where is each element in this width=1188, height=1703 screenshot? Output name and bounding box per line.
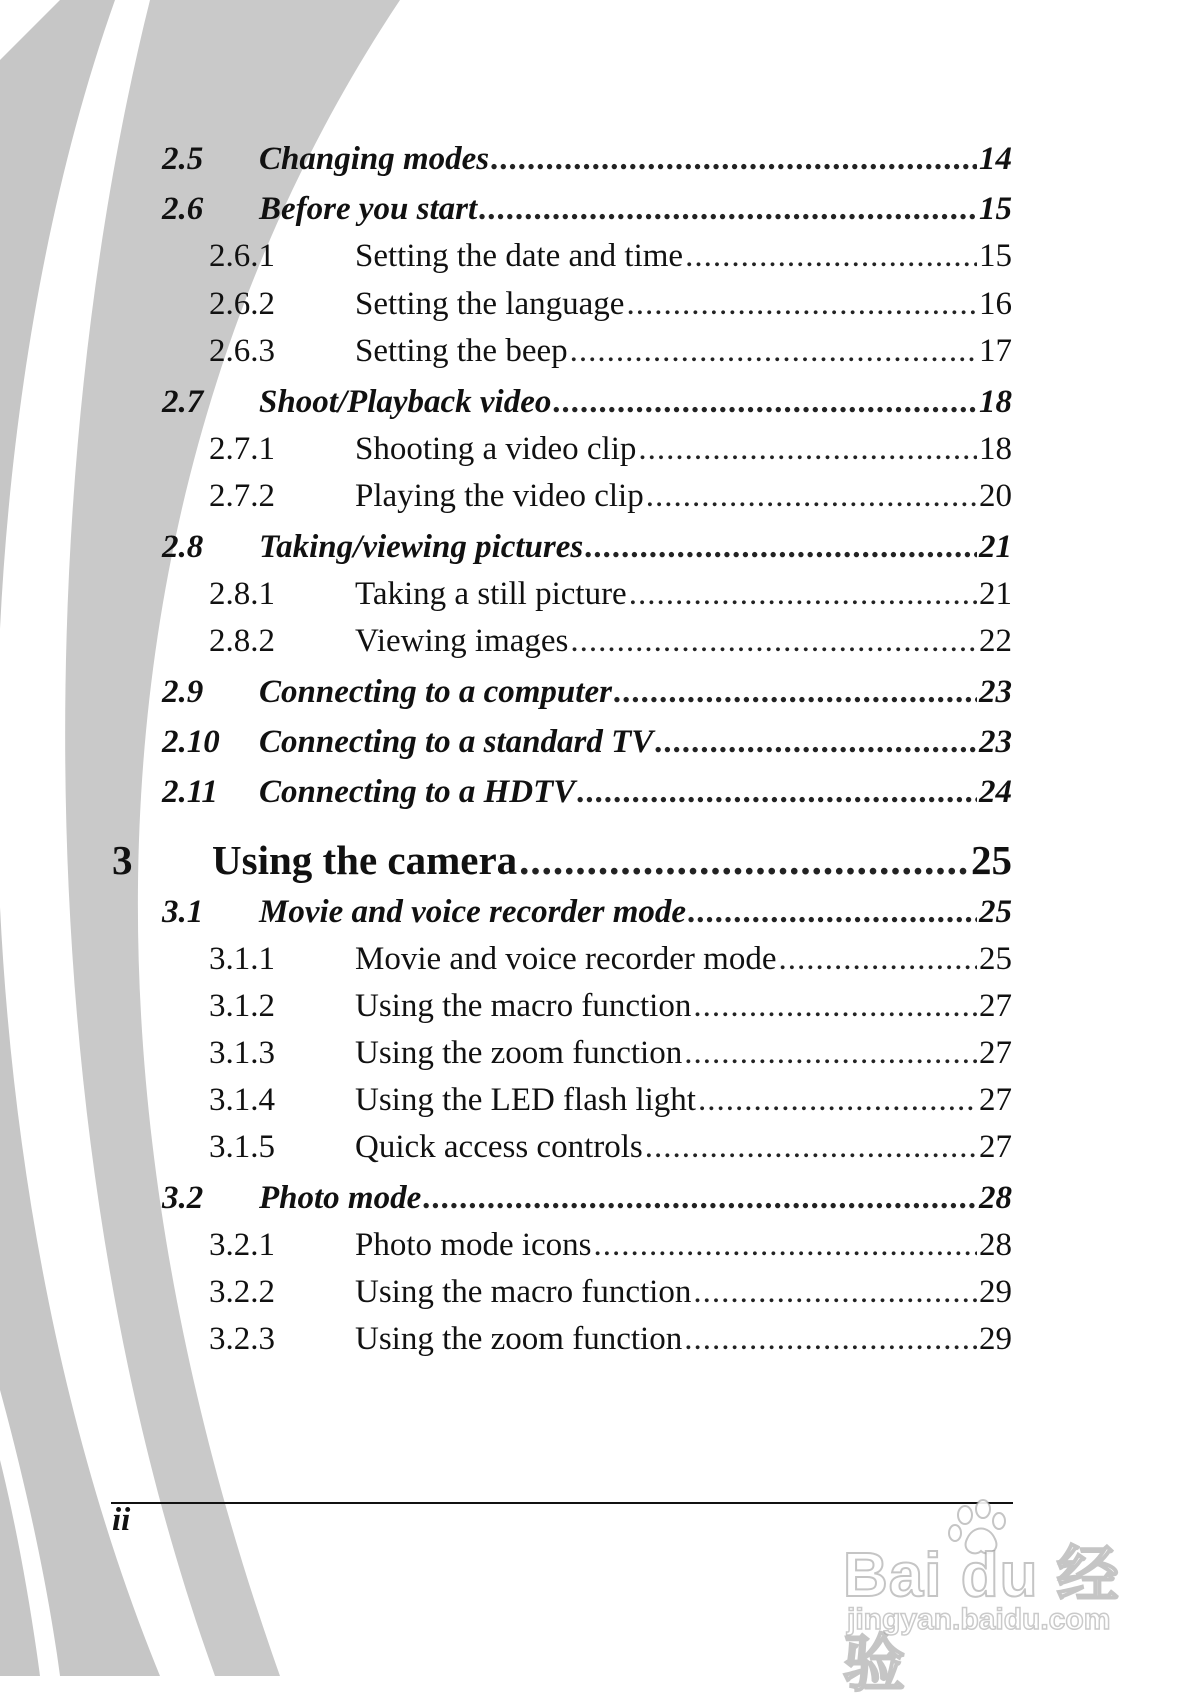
toc-entry-page: 27 xyxy=(979,1129,1012,1165)
toc-entry-page: 15 xyxy=(979,238,1012,274)
toc-entry-page: 28 xyxy=(979,1180,1012,1216)
toc-dot-leader xyxy=(594,1227,978,1264)
toc-entry[interactable] xyxy=(162,774,1012,811)
toc-entry-page: 29 xyxy=(979,1274,1012,1310)
toc-dot-leader xyxy=(479,191,977,228)
toc-entry-number: 3 xyxy=(112,837,133,883)
toc-entry[interactable] xyxy=(112,836,1012,884)
toc-dot-leader xyxy=(779,941,978,978)
toc-entry[interactable] xyxy=(162,384,1012,421)
toc-entry-page: 21 xyxy=(979,576,1012,612)
toc-entry-title: Taking/viewing pictures xyxy=(259,529,584,565)
toc-entry[interactable] xyxy=(209,1227,1012,1264)
toc-entry-number: 2.5 xyxy=(162,141,204,177)
toc-dot-leader xyxy=(629,576,977,613)
toc-entry-page: 20 xyxy=(979,478,1012,514)
toc-dot-leader xyxy=(614,674,977,711)
toc-entry-title: Connecting to a HDTV xyxy=(259,774,576,810)
toc-entry-number: 3.1.1 xyxy=(209,941,275,977)
toc-entry-number: 2.6.2 xyxy=(209,286,275,322)
toc-entry[interactable] xyxy=(209,431,1012,468)
toc-entry-title: Connecting to a standard TV xyxy=(259,724,654,760)
toc-entry-number: 2.8.1 xyxy=(209,576,275,612)
toc-entry-page: 27 xyxy=(979,1035,1012,1071)
toc-entry-number: 2.7 xyxy=(162,384,204,420)
toc-entry-page: 27 xyxy=(979,988,1012,1024)
toc-entry-number: 2.7.1 xyxy=(209,431,275,467)
toc-entry-number: 3.1.4 xyxy=(209,1082,275,1118)
toc-dot-leader xyxy=(684,1321,977,1358)
toc-entry-page: 18 xyxy=(979,431,1012,467)
toc-dot-leader xyxy=(698,1082,977,1119)
toc-entry-number: 3.1.5 xyxy=(209,1129,275,1165)
toc-dot-leader xyxy=(693,988,977,1025)
toc-entry[interactable] xyxy=(209,1035,1012,1072)
toc-entry-number: 3.1.2 xyxy=(209,988,275,1024)
toc-entry-title: Movie and voice recorder mode xyxy=(355,941,777,977)
toc-entry-title: Using the camera xyxy=(212,837,518,883)
toc-dot-leader xyxy=(519,836,969,884)
toc-entry[interactable] xyxy=(209,333,1012,370)
toc-entry-number: 2.8.2 xyxy=(209,623,275,659)
toc-entry[interactable] xyxy=(209,988,1012,1025)
toc-entry-number: 2.7.2 xyxy=(209,478,275,514)
toc-entry-number: 2.6.1 xyxy=(209,238,275,274)
toc-dot-leader xyxy=(585,529,977,566)
toc-entry-page: 15 xyxy=(979,191,1012,227)
toc-entry[interactable] xyxy=(162,191,1012,228)
toc-entry[interactable] xyxy=(209,623,1012,660)
toc-dot-leader xyxy=(693,1274,977,1311)
toc-entry-page: 24 xyxy=(979,774,1012,810)
toc-entry-title: Taking a still picture xyxy=(355,576,627,612)
toc-entry-page: 21 xyxy=(979,529,1012,565)
toc-entry-page: 27 xyxy=(979,1082,1012,1118)
toc-entry[interactable] xyxy=(162,674,1012,711)
toc-entry-number: 3.1 xyxy=(162,894,204,930)
toc-dot-leader xyxy=(570,333,977,370)
toc-entry-number: 3.2 xyxy=(162,1180,204,1216)
toc-entry-page: 23 xyxy=(979,674,1012,710)
toc-dot-leader xyxy=(423,1180,977,1217)
toc-entry-title: Using the zoom function xyxy=(355,1321,683,1357)
toc-dot-leader xyxy=(553,384,977,421)
toc-entry-title: Movie and voice recorder mode xyxy=(259,894,687,930)
toc-entry-title: Quick access controls xyxy=(355,1129,643,1165)
toc-entry-title: Connecting to a computer xyxy=(259,674,612,710)
toc-entry[interactable] xyxy=(162,1180,1012,1217)
toc-entry-title: Viewing images xyxy=(355,623,569,659)
toc-entry-title: Setting the beep xyxy=(355,333,568,369)
toc-dot-leader xyxy=(645,1129,977,1166)
toc-entry-title: Photo mode xyxy=(259,1180,422,1216)
toc-entry[interactable] xyxy=(209,1274,1012,1311)
toc-dot-leader xyxy=(577,774,977,811)
watermark-brand: Bai du 经验 xyxy=(843,1541,1120,1699)
toc-entry[interactable] xyxy=(209,1082,1012,1119)
toc-dot-leader xyxy=(646,478,977,515)
toc-entry-number: 3.1.3 xyxy=(209,1035,275,1071)
toc-entry-page: 22 xyxy=(979,623,1012,659)
toc-dot-leader xyxy=(685,238,977,275)
toc-entry-title: Changing modes xyxy=(259,141,490,177)
toc-entry-title: Playing the video clip xyxy=(355,478,644,514)
toc-entry-number: 2.9 xyxy=(162,674,204,710)
toc-entry-number: 3.2.3 xyxy=(209,1321,275,1357)
toc-dot-leader xyxy=(688,894,977,931)
watermark-url: jingyan.baidu.com xyxy=(847,1603,1111,1636)
toc-entry-number: 2.11 xyxy=(162,774,218,810)
toc-entry[interactable] xyxy=(162,529,1012,566)
toc-entry-title: Using the LED flash light xyxy=(355,1082,696,1118)
toc-entry-title: Shooting a video clip xyxy=(355,431,637,467)
toc-entry-page: 23 xyxy=(979,724,1012,760)
toc-entry-number: 2.6.3 xyxy=(209,333,275,369)
footer-page-number: ii xyxy=(112,1502,131,1538)
toc-entry[interactable] xyxy=(209,1321,1012,1358)
toc-entry-title: Before you start xyxy=(259,191,478,227)
toc-entry[interactable] xyxy=(209,1129,1012,1166)
toc-entry-title: Setting the date and time xyxy=(355,238,684,274)
toc-entry-number: 3.2.1 xyxy=(209,1227,275,1263)
toc-entry-page: 16 xyxy=(979,286,1012,322)
toc-entry-title: Photo mode icons xyxy=(355,1227,592,1263)
toc-entry-number: 2.10 xyxy=(162,724,220,760)
toc-entry-page: 25 xyxy=(971,837,1012,883)
toc-entry-title: Using the macro function xyxy=(355,1274,692,1310)
toc-dot-leader xyxy=(655,724,977,761)
toc-entry-number: 2.6 xyxy=(162,191,204,227)
toc-entry-title: Setting the language xyxy=(355,286,625,322)
toc-entry[interactable] xyxy=(162,894,1012,931)
toc-entry-title: Using the macro function xyxy=(355,988,692,1024)
toc-entry-page: 14 xyxy=(979,141,1012,177)
toc-dot-leader xyxy=(638,431,977,468)
toc-entry-title: Shoot/Playback video xyxy=(259,384,552,420)
toc-entry-page: 25 xyxy=(979,941,1012,977)
toc-entry[interactable] xyxy=(162,724,1012,761)
toc-entry[interactable] xyxy=(209,238,1012,275)
toc-entry-number: 2.8 xyxy=(162,529,204,565)
baidu-watermark xyxy=(835,1495,1135,1699)
toc-entry-page: 18 xyxy=(979,384,1012,420)
toc-entry[interactable] xyxy=(209,941,1012,978)
toc-entry-page: 28 xyxy=(979,1227,1012,1263)
toc-entry-page: 25 xyxy=(979,894,1012,930)
toc-entry-page: 29 xyxy=(979,1321,1012,1357)
toc-dot-leader xyxy=(684,1035,977,1072)
toc-entry-page: 17 xyxy=(979,333,1012,369)
toc-entry[interactable] xyxy=(209,478,1012,515)
toc-dot-leader xyxy=(626,286,977,323)
toc-entry-title: Using the zoom function xyxy=(355,1035,683,1071)
toc-entry[interactable] xyxy=(209,286,1012,323)
toc-entry-number: 3.2.2 xyxy=(209,1274,275,1310)
toc-dot-leader xyxy=(570,623,977,660)
toc-entry[interactable] xyxy=(162,141,1012,178)
toc-entry[interactable] xyxy=(209,576,1012,613)
toc-dot-leader xyxy=(491,141,977,178)
